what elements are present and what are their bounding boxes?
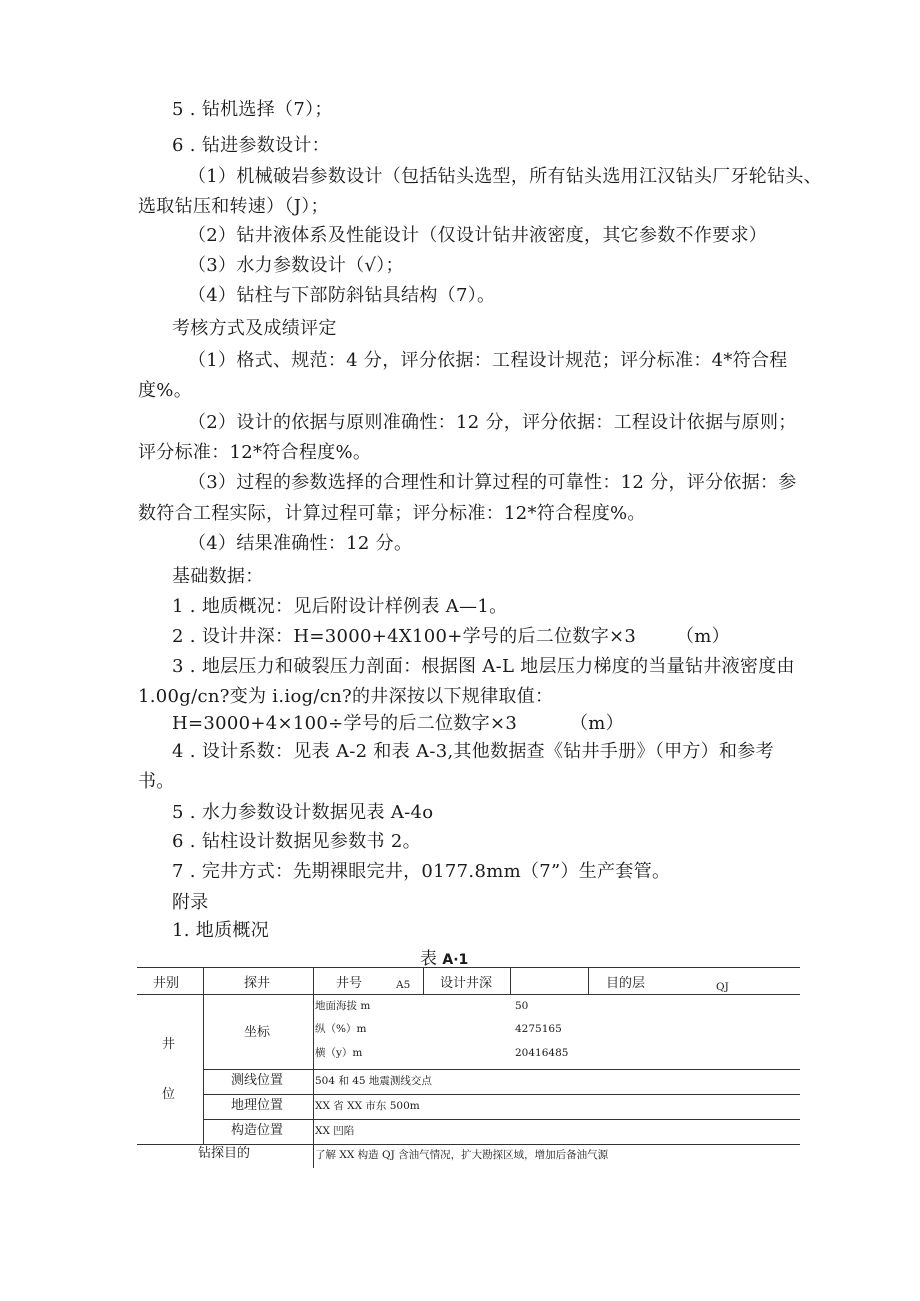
table-col-rule: [423, 967, 424, 994]
text-line: （3）过程的参数选择的合理性和计算过程的可靠性：12 分，评分依据：参: [188, 472, 797, 493]
table-rule: [203, 1094, 800, 1095]
table-rule-top: [137, 967, 800, 968]
cell-well-type-value: 探井: [244, 976, 271, 991]
text-line: 1 . 地质概况：见后附设计样例表 A—1。: [172, 596, 508, 617]
cell-target-layer-value: QJ: [716, 981, 729, 993]
cell-well-type-label: 井别: [153, 976, 180, 991]
cell-well-no-label: 井号: [336, 976, 363, 991]
table-title-code: A·1: [442, 952, 469, 968]
text-line: （1）机械破岩参数设计（包括钻头选型，所有钻头选用江汉钻头厂牙轮钻头、: [188, 166, 822, 187]
table-rule: [137, 994, 800, 995]
cell-structure-value: XX 凹陷: [315, 1125, 355, 1137]
text-line: 7 . 完井方式：先期裸眼完井，0177.8mm（7”）生产套管。: [172, 861, 671, 882]
cell-survey-line-label: 测线位置: [231, 1073, 284, 1088]
section-heading: 考核方式及成绩评定: [172, 318, 337, 339]
cell-purpose-value: 了解 XX 构造 QJ 含油气情况，扩大勘探区域，增加后备油气源: [315, 1149, 609, 1161]
cell-elevation-value: 50: [515, 1000, 529, 1012]
table-title: [420, 944, 468, 969]
cell-structure-label: 构造位置: [231, 1123, 284, 1138]
table-rule: [137, 1144, 800, 1145]
table-col-rule: [203, 967, 204, 1144]
text-line: 2 . 设计井深：H=3000+4X100+学号的后二位数字×3: [172, 626, 637, 647]
text-line: 选取钻压和转速）（J）；: [138, 196, 329, 217]
cell-well-no-value: A5: [396, 979, 411, 991]
text-line: 3 . 地层压力和破裂压力剖面：根据图 A-L 地层压力梯度的当量钻井液密度由: [172, 656, 795, 677]
text-line: 评分标准：12*符合程度%。: [138, 442, 372, 463]
text-line: （1）格式、规范：4 分，评分依据：工程设计规范；评分标准：4*符合程: [188, 350, 788, 371]
table-col-rule: [510, 967, 511, 994]
cell-geo-location-label: 地理位置: [231, 1098, 284, 1113]
text-line: （4）钻柱与下部防斜钻具结构（7）。: [188, 285, 496, 306]
cell-y-value: 4275165: [515, 1023, 562, 1035]
cell-coord-label: 坐标: [244, 1025, 271, 1040]
text-line: （2）钻井液体系及性能设计（仅设计钻井液密度，其它参数不作要求）: [188, 225, 768, 246]
cell-survey-line-value: 504 和 45 地震测线交点: [315, 1075, 432, 1087]
text-line: 数符合工程实际，计算过程可靠；评分标准：12*符合程度%。: [138, 503, 646, 524]
cell-target-layer-label: 目的层: [606, 976, 646, 991]
table-rule: [203, 1119, 800, 1120]
text-line: 1.00g/cn?变为 i.iog/cn?的井深按以下规律取值：: [138, 686, 554, 707]
text-line: 5 . 钻机选择（7）；: [172, 99, 333, 120]
unit-label: （m）: [676, 626, 730, 647]
section-heading: 1. 地质概况: [172, 920, 269, 941]
table-col-rule: [313, 967, 314, 1168]
cell-well-position-char: 井: [162, 1037, 176, 1052]
text-line: （4）结果准确性：12 分。: [188, 533, 413, 554]
cell-x-label: 横（y）m: [315, 1047, 363, 1059]
text-line: H=3000+4×100÷学号的后二位数字×3: [172, 713, 518, 734]
section-heading: 附录: [172, 892, 209, 913]
text-line: 书。: [138, 771, 175, 792]
cell-geo-location-value: XX 省 XX 市东 500m: [315, 1100, 420, 1112]
cell-well-position-char: 位: [162, 1087, 176, 1102]
text-line: （2）设计的依据与原则准确性：12 分，评分依据：工程设计依据与原则；: [188, 412, 797, 433]
cell-elevation-label: 地面海拔 m: [315, 1000, 371, 1012]
unit-label: （m）: [570, 713, 624, 734]
text-line: 5 . 水力参数设计数据见表 A-4o: [172, 802, 434, 823]
section-heading: 基础数据：: [172, 566, 264, 587]
cell-purpose-label: 钻探目的: [198, 1146, 251, 1161]
table-title-prefix: 表: [420, 949, 437, 969]
cell-x-value: 20416485: [515, 1047, 569, 1059]
table-col-rule: [588, 967, 589, 994]
text-line: 6 . 钻进参数设计：: [172, 135, 330, 156]
text-line: 度%。: [138, 380, 193, 401]
table-rule: [203, 1069, 800, 1070]
cell-y-label: 纵（%）m: [315, 1023, 367, 1035]
cell-design-depth-label: 设计井深: [440, 976, 493, 991]
text-line: 4 . 设计系数：见表 A-2 和表 A-3,其他数据查《钻井手册》（甲方）和参考: [172, 741, 774, 762]
text-line: （3）水力参数设计（√）；: [188, 255, 404, 276]
text-line: 6 . 钻柱设计数据见参数书 2。: [172, 831, 421, 852]
